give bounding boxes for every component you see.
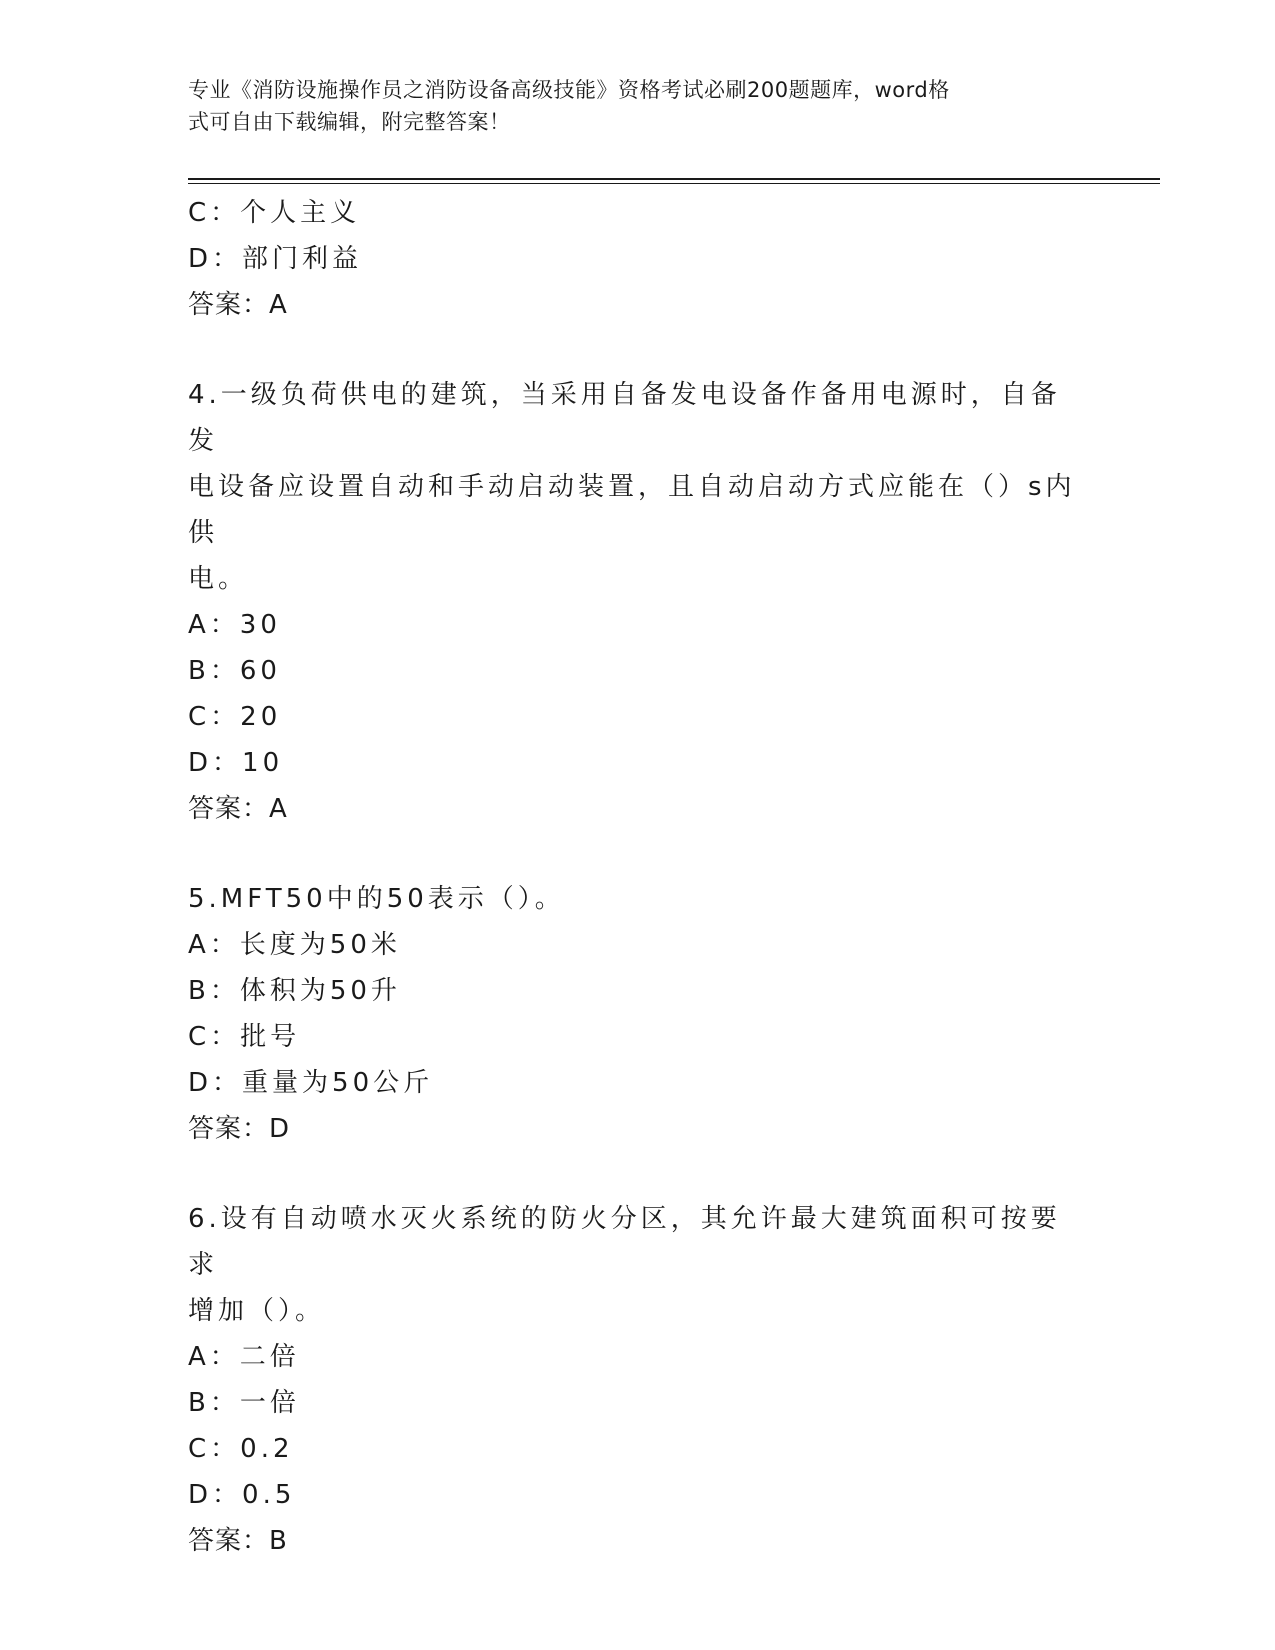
- continued-question: [188, 190, 1088, 328]
- option-a: A：30: [188, 610, 281, 640]
- option-b: B：60: [188, 656, 281, 686]
- header-line-1: 专业《消防设施操作员之消防设备高级技能》资格考试必刷200题题库，word格: [188, 78, 950, 102]
- question-text-line: 电设备应设置自动和手动启动装置，且自动启动方式应能在（）s内供: [188, 472, 1076, 548]
- option-a: A：二倍: [188, 1342, 300, 1372]
- question-text-line: 增加（）。: [188, 1296, 326, 1326]
- header-line-2: 式可自由下载编辑，附完整答案！: [188, 110, 511, 134]
- option-b: B：体积为50升: [188, 976, 401, 1006]
- question-4: [188, 372, 1088, 832]
- answer: 答案：A: [188, 290, 288, 320]
- question-5: [188, 876, 1088, 1152]
- question-text-line: 电。: [188, 564, 249, 594]
- header-divider-thick: [188, 178, 1160, 180]
- question-list: [188, 190, 1088, 1564]
- option-c: C：个人主义: [188, 198, 361, 228]
- question-text-line: 4.一级负荷供电的建筑，当采用自备发电设备作备用电源时，自备发: [188, 380, 1061, 456]
- option-c: C：批号: [188, 1022, 301, 1052]
- question-6: [188, 1196, 1088, 1564]
- answer: 答案：D: [188, 1114, 291, 1144]
- option-c: C：0.2: [188, 1434, 294, 1464]
- option-c: C：20: [188, 702, 282, 732]
- document-header: [188, 74, 1088, 138]
- question-text-line: 5.MFT50中的50表示（）。: [188, 884, 565, 914]
- question-text-line: 6.设有自动喷水灭火系统的防火分区，其允许最大建筑面积可按要求: [188, 1204, 1061, 1280]
- header-divider-thin: [188, 183, 1160, 184]
- option-d: D：重量为50公斤: [188, 1068, 434, 1098]
- option-d: D：10: [188, 748, 284, 778]
- option-a: A：长度为50米: [188, 930, 401, 960]
- option-d: D：部门利益: [188, 244, 363, 274]
- answer: 答案：A: [188, 794, 288, 824]
- option-d: D：0.5: [188, 1480, 296, 1510]
- answer: 答案：B: [188, 1526, 288, 1556]
- option-b: B：一倍: [188, 1388, 300, 1418]
